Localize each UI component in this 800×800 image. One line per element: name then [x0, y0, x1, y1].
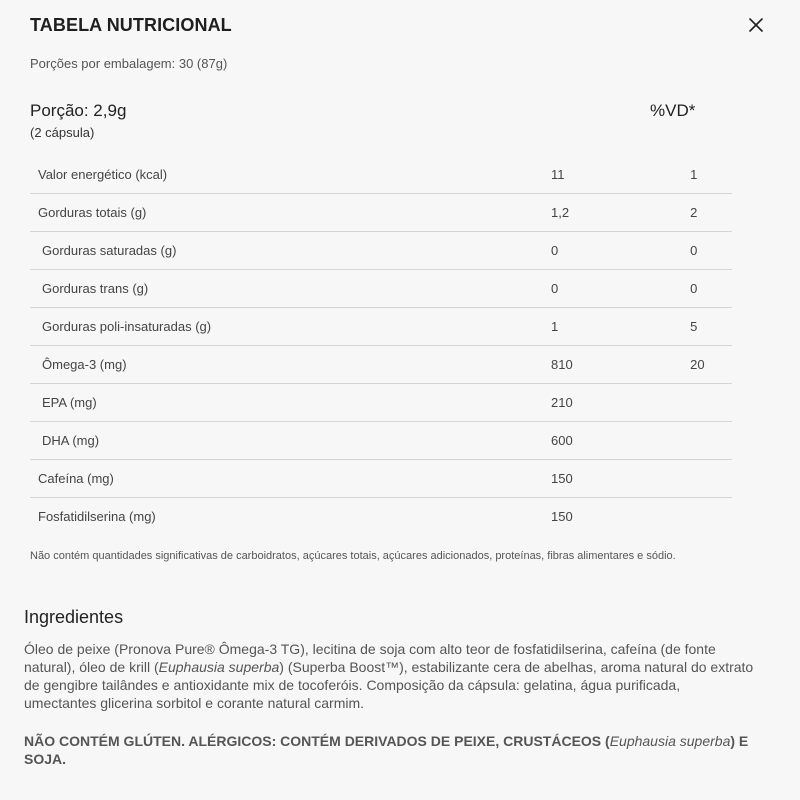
nutrient-name: Gorduras trans (g)	[30, 270, 551, 308]
nutrient-value: 1,2	[551, 194, 690, 232]
nutrient-name: EPA (mg)	[30, 384, 551, 422]
nutrient-value: 810	[551, 346, 690, 384]
nutrient-value: 600	[551, 422, 690, 460]
ingredients-text-part: Óleo de peixe (Pronova Pure® Ômega-3 TG), lecitina de soja com alto teor de fosfatidilserina, cafeína (de fonte natural), óleo de krill (	[24, 641, 716, 675]
nutrient-daily-value	[690, 460, 732, 498]
ingredients-text	[24, 640, 754, 712]
table-row	[30, 346, 732, 384]
table-row	[30, 460, 732, 498]
table-row	[30, 384, 732, 422]
allergens-species: Euphausia superba	[609, 733, 731, 749]
nutrient-value: 150	[551, 509, 573, 524]
nutrient-value: 11	[551, 156, 690, 194]
nutrient-name: Fosfatidilserina (mg)	[38, 509, 156, 524]
nutrient-name: Valor energético (kcal)	[30, 156, 551, 194]
allergens-text-part: NÃO CONTÉM GLÚTEN. ALÉRGICOS: CONTÉM DERIVADOS DE PEIXE, CRUSTÁCEOS (	[24, 733, 610, 749]
ingredients-text-part: ) (Superba Boost™), estabilizante cera de abelhas, aroma natural do extrato de gengibre tailândes e antioxidante mix de tocoferóis. Composição da cápsula: gelatina, água purificada, umectantes glicerina sorbitol e corante natural carmim.	[24, 659, 754, 711]
nutrient-name: Gorduras poli-insaturadas (g)	[30, 308, 551, 346]
ingredients-species: Euphausia superba	[158, 659, 280, 675]
close-icon[interactable]	[744, 13, 768, 37]
daily-value-header: %VD*	[650, 101, 696, 120]
nutrient-daily-value: 1	[690, 156, 732, 194]
nutrient-name: Gorduras totais (g)	[30, 194, 551, 232]
nutrition-table	[30, 156, 732, 535]
allergens-text	[24, 732, 754, 768]
table-row	[30, 498, 732, 536]
table-row	[30, 308, 732, 346]
footnote: Não contém quantidades significativas de carboidratos, açúcares totais, açúcares adicionados, proteínas, fibras alimentares e sódio.	[30, 550, 676, 562]
portion-size: Porção: 2,9g	[30, 101, 127, 120]
nutrient-name: Cafeína (mg)	[30, 460, 551, 498]
nutrient-daily-value: 20	[690, 346, 732, 384]
table-row	[30, 232, 732, 270]
nutrient-daily-value: 0	[690, 270, 732, 308]
nutrient-daily-value: 5	[690, 308, 732, 346]
nutrient-value: 210	[551, 384, 690, 422]
nutrient-name: DHA (mg)	[30, 422, 551, 460]
page-title: TABELA NUTRICIONAL	[30, 15, 232, 35]
nutrient-name: Ômega-3 (mg)	[30, 346, 551, 384]
ingredients-title: Ingredientes	[24, 607, 124, 627]
nutrient-value: 150	[551, 460, 690, 498]
allergens-text-part: ) E SOJA.	[24, 733, 749, 767]
nutrient-daily-value	[690, 384, 732, 422]
nutrient-daily-value: 0	[690, 232, 732, 270]
nutrient-daily-value: 2	[690, 194, 732, 232]
nutrient-value: 0	[551, 232, 690, 270]
nutrient-value: 0	[551, 270, 690, 308]
nutrient-name: Gorduras saturadas (g)	[30, 232, 551, 270]
table-row	[30, 270, 732, 308]
table-row	[30, 194, 732, 232]
table-row	[30, 422, 732, 460]
nutrient-value: 1	[551, 308, 690, 346]
portions-per-package: Porções por embalagem: 30 (87g)	[30, 56, 228, 71]
nutrient-daily-value	[690, 422, 732, 460]
nutrient-daily-value	[690, 498, 732, 536]
table-row	[30, 156, 732, 194]
portion-capsules: (2 cápsula)	[30, 125, 95, 140]
